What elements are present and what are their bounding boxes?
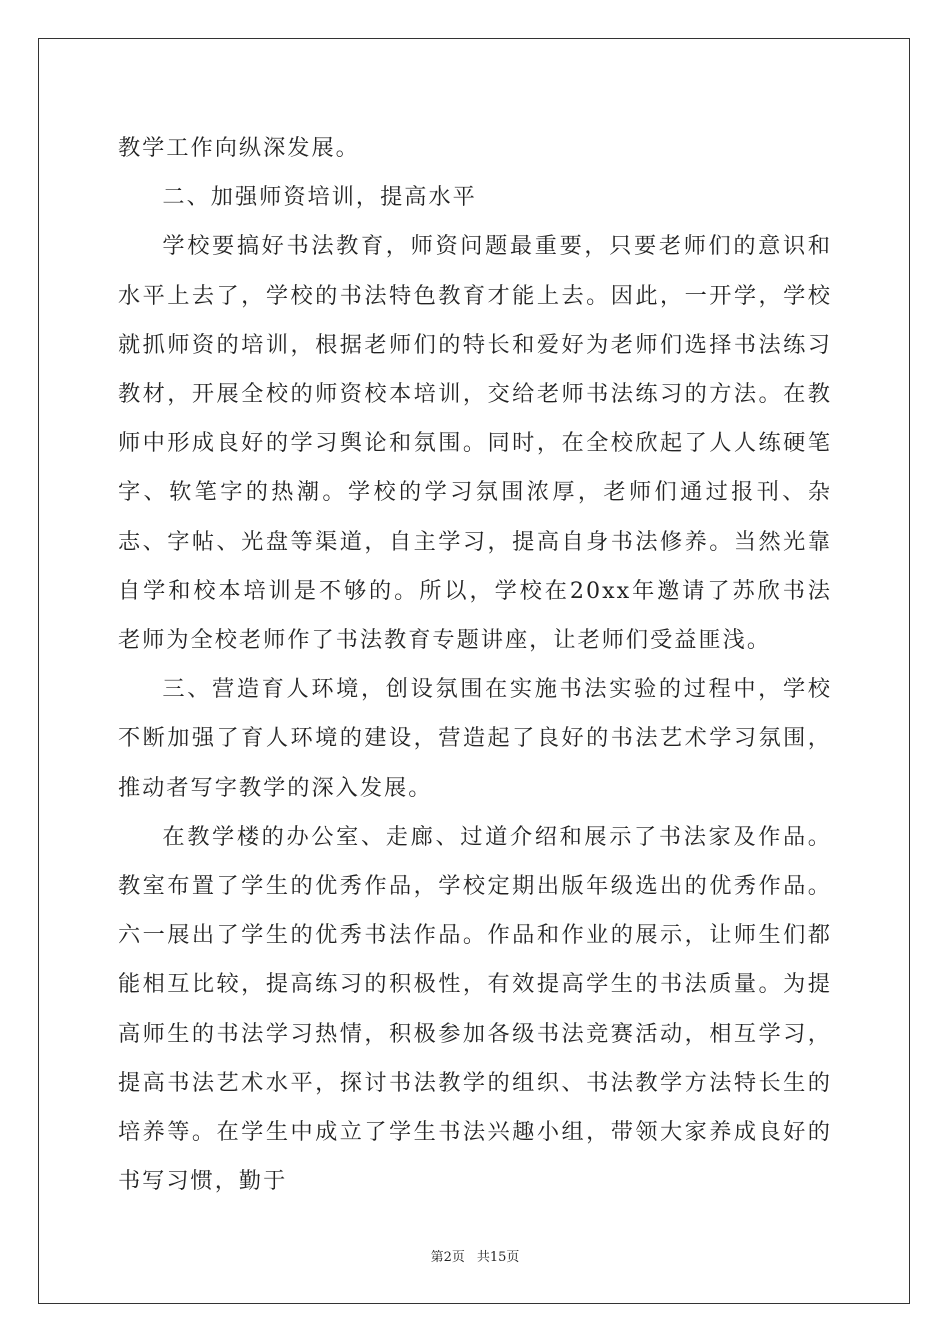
page-total: 共15页 xyxy=(476,1250,520,1265)
paragraph: 学校要搞好书法教育，师资问题最重要，只要老师们的意识和水平上去了，学校的书法特色教育才能上去。因此，一开学，学校就抓师资的培训，根据老师们的特长和爱好为老师们选择书法练习教材，开展全校的师资校本培训，交给老师书法练习的方法。在教师中形成良好的学习舆论和氛围。同时，在全校欣起了人人练硬笔字、软笔字的热潮。学校的学习氛围浓厚，老师们通过报刊、杂志、字帖、光盘等渠道，自主学习，提高自身书法修养。当然光靠自学和校本培训是不够的。所以，学校在20xx年邀请了苏欣书法老师为全校老师作了书法教育专题讲座，让老师们受益匪浅。 xyxy=(118,233,832,654)
section-heading: 二、加强师资培训，提高水平 xyxy=(162,184,477,211)
page-number: 第2页 xyxy=(430,1250,465,1265)
page-footer xyxy=(0,1246,950,1265)
paragraph: 教学工作向纵深发展。 xyxy=(118,135,360,161)
document-body xyxy=(118,124,832,1206)
paragraph: 三、营造育人环境，创设氛围在实施书法实验的过程中，学校不断加强了育人环境的建设，营造起了良好的书法艺术学习氛围，推动者写字教学的深入发展。 xyxy=(118,676,832,801)
paragraph: 在教学楼的办公室、走廊、过道介绍和展示了书法家及作品。教室布置了学生的优秀作品，学校定期出版年级选出的优秀作品。六一展出了学生的优秀书法作品。作品和作业的展示，让师生们都能相互比较，提高练习的积极性，有效提高学生的书法质量。为提高师生的书法学习热情，积极参加各级书法竞赛活动，相互学习，提高书法艺术水平，探讨书法教学的组织、书法教学方法特长生的培养等。在学生中成立了学生书法兴趣小组，带领大家养成良好的书写习惯，勤于 xyxy=(118,823,832,1195)
